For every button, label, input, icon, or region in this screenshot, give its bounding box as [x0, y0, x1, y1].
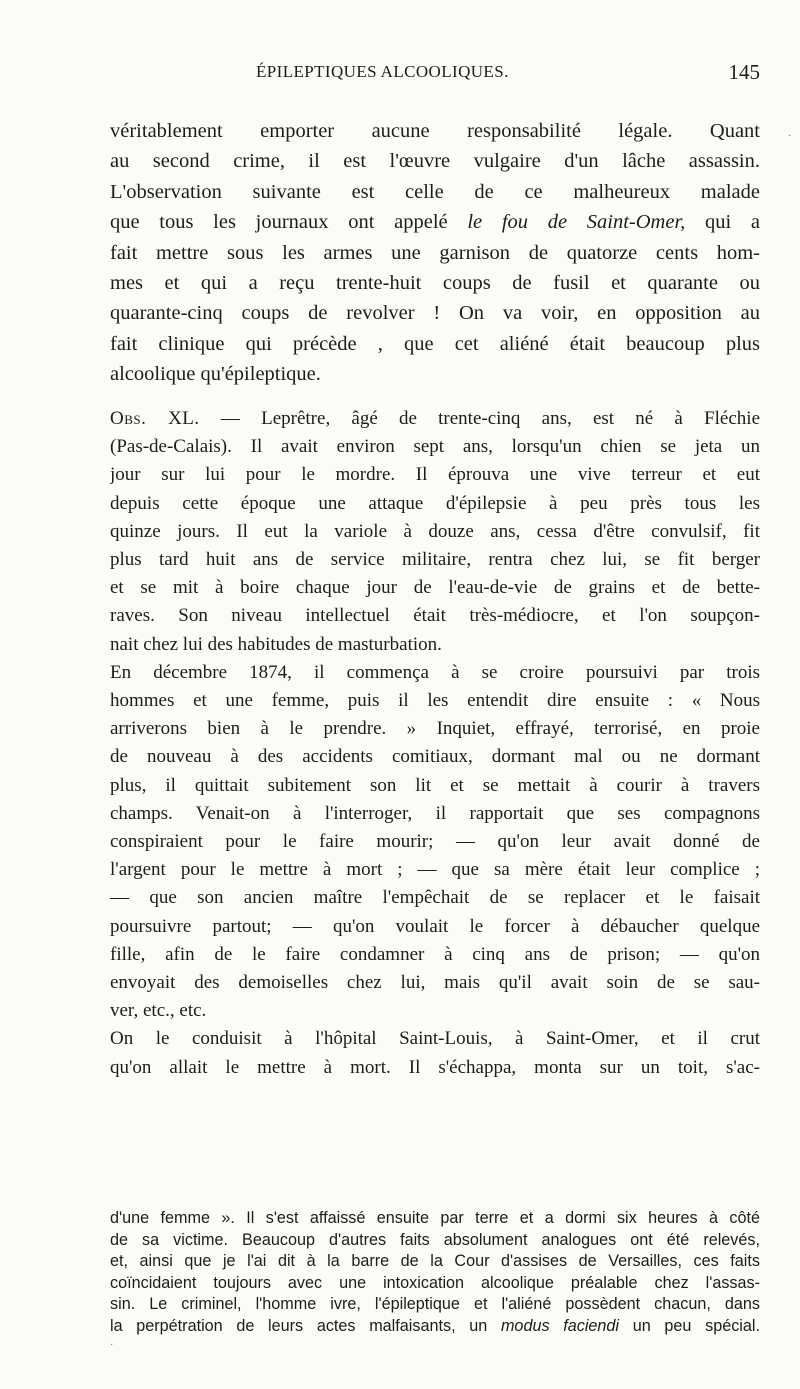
- text-line: raves. Son niveau intellectuel était très-médiocre, et l'on soupçon-: [110, 605, 760, 627]
- footnote-line: et, ainsi que je l'ai dit à la barre de la Cour d'assises de Versailles, ces faits: [110, 1252, 760, 1271]
- text-line: arriverons bien à le prendre. » Inquiet, effrayé, terrorisé, en proie: [110, 718, 760, 740]
- text-line: quinze jours. Il eut la variole à douze ans, cessa d'être convulsif, fit: [110, 520, 760, 542]
- text-line: fait clinique qui précède , que cet aliéné était beaucoup plus: [110, 332, 760, 355]
- text-line: quarante-cinq coups de revolver ! On va voir, en opposition au: [110, 302, 760, 325]
- text-line: — que son ancien maître l'empêchait de se replacer et le faisait: [110, 887, 760, 909]
- footnote-line: de sa victime. Beaucoup d'autres faits absolument analogues ont été relevés,: [110, 1230, 760, 1249]
- italic-phrase: le fou de Saint-Omer,: [467, 211, 686, 234]
- observation-paragraph: [110, 405, 760, 1082]
- text-line: fait mettre sous les armes une garnison de quatorze cents hom-: [110, 241, 760, 264]
- text-line: En décembre 1874, il commença à se croire poursuivi par trois: [110, 661, 760, 683]
- text-line: l'argent pour le mettre à mort ; — que sa mère était leur complice ;: [110, 859, 760, 881]
- observation-first-line: [110, 405, 760, 433]
- text-line: envoyait des demoiselles chez lui, mais qu'il avait soin de se sau-: [110, 972, 760, 994]
- text-line: depuis cette époque une attaque d'épilepsie à peu près tous les: [110, 492, 760, 514]
- text-line: au second crime, il est l'œuvre vulgaire d'un lâche assassin.: [110, 150, 760, 173]
- intro-paragraph: [110, 116, 760, 390]
- text-line: qu'on allait le mettre à mort. Il s'échappa, monta sur un toit, s'ac-: [110, 1056, 760, 1078]
- text-line: hommes et une femme, puis il les entendit dire ensuite : « Nous: [110, 690, 760, 712]
- running-title: ÉPILEPTIQUES ALCOOLIQUES.: [256, 62, 509, 81]
- text-line: mes et qui a reçu trente-huit coups de fusil et quarante ou: [110, 272, 760, 295]
- page-number: 145: [728, 60, 760, 84]
- text-line: de nouveau à des accidents comitiaux, dormant mal ou ne dormant: [110, 746, 760, 768]
- running-header: [110, 62, 760, 98]
- text-line: véritablement emporter aucune responsabilité légale. Quant: [110, 120, 760, 142]
- text-line: On le conduisit à l'hôpital Saint-Louis, à Saint-Omer, et il crut: [110, 1028, 760, 1050]
- text-line: champs. Venait-on à l'interroger, il rapportait que ses compagnons: [110, 802, 760, 824]
- footnote-line: d'une femme ». Il s'est affaissé ensuite par terre et a dormi six heures à côté: [110, 1209, 760, 1227]
- text-line: et se mit à boire chaque jour de l'eau-de-vie de grains et de bette-: [110, 577, 760, 599]
- text-line: poursuivre partout; — qu'on voulait le forcer à débaucher quelque: [110, 915, 760, 937]
- print-speck: ·: [110, 1340, 114, 1351]
- observation-label: Obs. XL.: [110, 408, 200, 429]
- text-line: (Pas-de-Calais). Il avait environ sept ans, lorsqu'un chien se jeta un: [110, 436, 760, 458]
- text-line: conspiraient pour le faire mourir; — qu'on leur avait donné de: [110, 831, 760, 853]
- text-line: plus, il quittait subitement son lit et se mettait à courir à travers: [110, 774, 760, 796]
- footnote: [110, 1208, 760, 1338]
- text-line: fille, afin de le faire condamner à cinq ans de prison; — qu'on: [110, 943, 760, 965]
- text-line: L'observation suivante est celle de ce malheureux malade: [110, 180, 760, 203]
- footnote-line: sin. Le criminel, l'homme ivre, l'épileptique et l'aliéné possèdent chacun, dans: [110, 1295, 760, 1314]
- text-line: nait chez lui des habitudes de masturbation.: [110, 633, 442, 655]
- text-line: plus tard huit ans de service militaire, rentra chez lui, se fit berger: [110, 549, 760, 571]
- print-speck: ·: [788, 131, 792, 142]
- footnote-line: coïncidaient toujours avec une intoxication alcoolique préalable chez l'assas-: [110, 1273, 760, 1292]
- text-line: jour sur lui pour le mordre. Il éprouva une vive terreur et eut: [110, 464, 760, 486]
- text-line: alcoolique qu'épileptique.: [110, 363, 321, 386]
- observation-first-line-text: — Leprêtre, âgé de trente-cinq ans, est né à Fléchie: [199, 408, 760, 429]
- text-line-with-italic: que tous les journaux ont appelé le fou de Saint-Omer, qui a: [110, 211, 760, 234]
- text-line: ver, etc., etc.: [110, 1000, 207, 1022]
- footnote-line-with-italic: la perpétration de leurs actes malfaisants, un modus faciendi un peu spécial.: [110, 1316, 760, 1335]
- italic-phrase: modus faciendi: [500, 1316, 620, 1335]
